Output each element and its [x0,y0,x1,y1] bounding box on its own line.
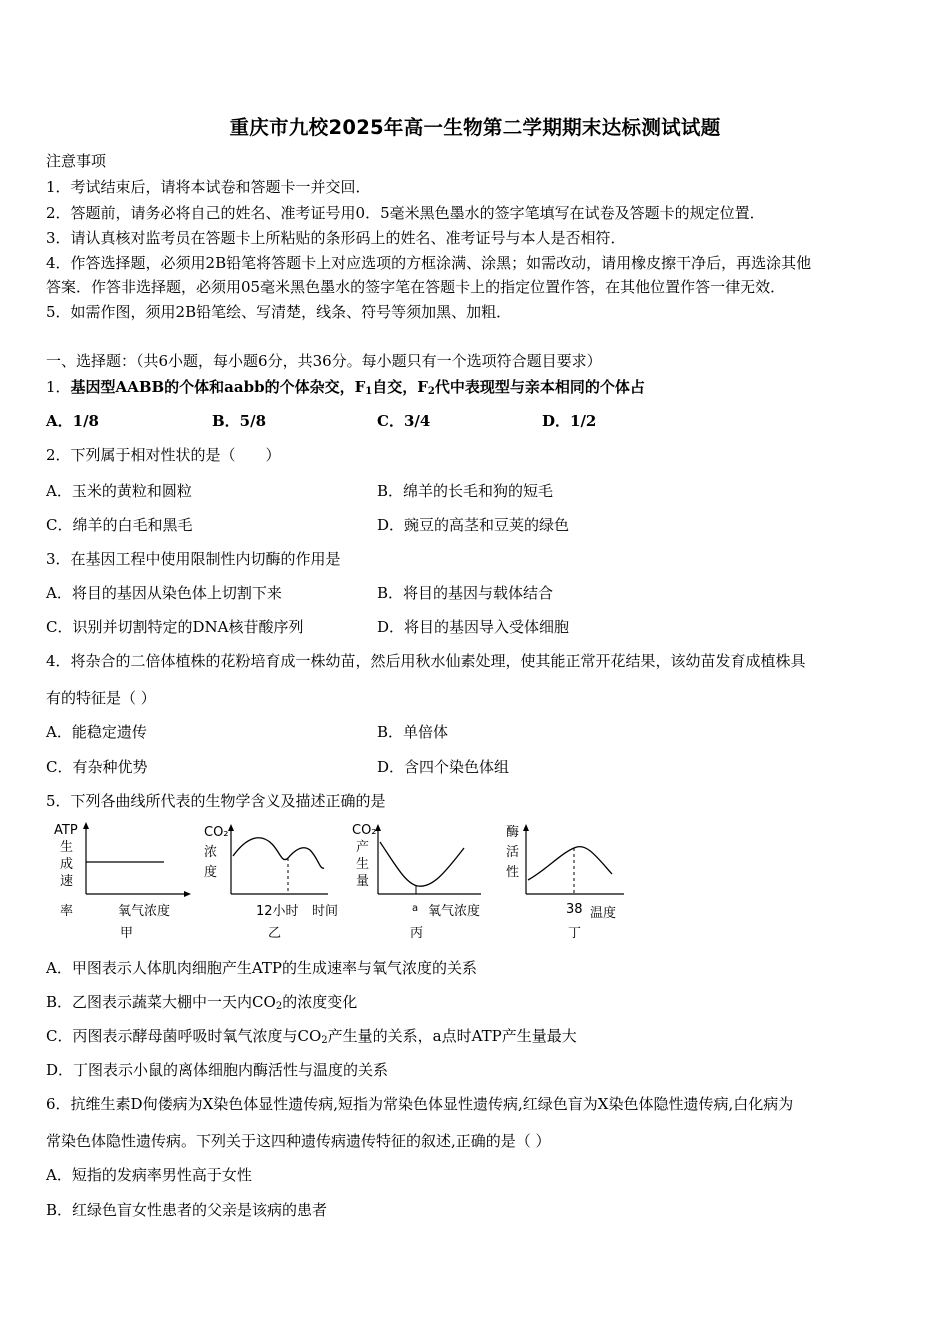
yi-name: 乙 [268,926,282,941]
jia-y-arrow [83,822,89,829]
q5-graphs-svg [46,818,646,948]
q1-option-a: A．1/8 [46,412,99,430]
ding-xtick: 38 [566,902,583,917]
question-4-stem-line2: 有的特征是（ ） [46,689,156,707]
q3-option-d: D．将目的基因导入受体细胞 [377,618,570,636]
q5-option-b-pre: B．乙图表示蔬菜大棚中一天内CO [46,993,276,1011]
graph-jia [54,822,191,941]
q3-option-a: A．将目的基因从染色体上切割下来 [46,584,282,602]
question-6-stem-line2: 常染色体隐性遗传病。下列关于这四种遗传病遗传特征的叙述,正确的是（ ） [46,1132,551,1150]
yi-xlabel: 时间 [312,904,339,919]
jia-x-arrow [184,891,191,897]
q4-option-b: B．单倍体 [377,723,449,741]
jia-ylabel-0: ATP [54,823,78,838]
q1-stem-c: 代中表现型与亲本相同的个体占 [434,378,645,396]
jia-ylabel-2: 成 [60,857,74,872]
q2-option-c: C．绵羊的白毛和黑毛 [46,516,193,534]
ding-ylabel-1: 活 [506,845,520,860]
yi-curve [233,838,324,868]
ding-xlabel: 温度 [590,906,617,921]
notice-heading: 注意事项 [46,152,107,170]
section-heading: 一、选择题：（共6小题，每小题6分，共36分。每小题只有一个选项符合题目要求） [46,352,602,370]
jia-ylabel-4: 率 [60,904,74,919]
question-1-stem [46,377,645,402]
question-3-stem: 3．在基因工程中使用限制性内切酶的作用是 [46,550,341,568]
q5-option-c-post: 产生量的关系，a点时ATP产生量最大 [327,1027,577,1045]
q6-option-a: A．短指的发病率男性高于女性 [46,1166,252,1184]
notice-item-1: 1．考试结束后，请将本试卷和答题卡一并交回． [46,178,371,196]
notice-item-5: 5．如需作图，须用2B铅笔绘、写清楚，线条、符号等须加黑、加粗． [46,303,512,321]
q1-sub-1: 1 [365,386,373,397]
q3-option-b: B．将目的基因与载体结合 [377,584,554,602]
jia-ylabel-1: 生 [60,840,74,855]
q4-option-c: C．有杂种优势 [46,758,148,776]
q1-option-b: B．5/8 [212,412,267,430]
ding-y-arrow [523,824,529,831]
bing-name: 丙 [410,926,424,941]
q5-option-d: D．丁图表示小鼠的离体细胞内酶活性与温度的关系 [46,1061,389,1079]
notice-item-4: 4．作答选择题，必须用2B铅笔将答题卡上对应选项的方框涂满、涂黑；如需改动，请用橡皮擦干净后，再选涂其他 [46,254,812,272]
q1-stem-b: 自交，F [372,378,428,396]
question-4-stem-line1: 4．将杂合的二倍体植株的花粉培育成一株幼苗，然后用秋水仙素处理，使其能正常开花结果，该幼苗发育成植株具 [46,652,806,670]
q1-num: 1． [46,378,71,396]
yi-ylabel-2: 度 [204,865,218,880]
bing-ylabel-0: CO₂ [352,823,377,838]
q5-option-c-sub: 2 [321,1035,328,1046]
q4-option-d: D．含四个染色体组 [377,758,510,776]
bing-xtick: a [412,903,419,914]
bing-xlabel: 氧气浓度 [428,904,481,919]
q2-option-a: A．玉米的黄粒和圆粒 [46,482,192,500]
q6-option-b: B．红绿色盲女性患者的父亲是该病的患者 [46,1201,328,1219]
yi-ylabel-1: 浓 [204,845,218,860]
page-title: 重庆市九校2025年高一生物第二学期期末达标测试试题 [229,116,721,139]
q2-option-d: D．豌豆的高茎和豆荚的绿色 [377,516,570,534]
q5-option-b-post: 的浓度变化 [282,993,358,1011]
q1-option-d: D．1/2 [542,412,597,430]
bing-ylabel-2: 生 [356,857,370,872]
graph-yi [204,824,338,941]
question-6-stem-line1: 6．抗维生素D佝偻病为X染色体显性遗传病,短指为常染色体显性遗传病,红绿色盲为X染色体隐性遗传病,白化病为 [46,1095,794,1113]
jia-xlabel: 氧气浓度 [118,904,171,919]
q5-graphs [46,818,646,948]
ding-curve [528,847,612,880]
question-5-stem: 5．下列各曲线所代表的生物学含义及描述正确的是 [46,792,386,810]
bing-ylabel-1: 产 [356,840,370,855]
notice-item-2: 2．答题前，请务必将自己的姓名、准考证号用0．5毫米黑色墨水的签字笔填写在试卷及答题卡的规定位置． [46,204,765,222]
notice-item-3: 3．请认真核对监考员在答题卡上所粘贴的条形码上的姓名、准考证号与本人是否相符． [46,229,626,247]
bing-curve [380,842,464,886]
q5-option-b-sub: 2 [275,1001,283,1012]
yi-xtick: 12小时 [256,904,299,919]
q5-option-c-pre: C．丙图表示酵母菌呼吸时氧气浓度与CO [46,1027,322,1045]
ding-ylabel-0: 酶 [506,825,520,840]
jia-ylabel-3: 速 [60,874,74,889]
q1-sub-2: 2 [427,386,435,397]
q5-option-c [46,1026,577,1051]
q1-option-c: C．3/4 [377,412,431,430]
question-2-stem: 2．下列属于相对性状的是（ ） [46,446,281,464]
q4-option-a: A．能稳定遗传 [46,723,147,741]
q5-option-b [46,992,357,1017]
ding-ylabel-2: 性 [506,865,520,880]
q3-option-c: C．识别并切割特定的DNA核苷酸序列 [46,618,304,636]
bing-ylabel-3: 量 [356,874,370,889]
yi-y-arrow [228,824,234,831]
jia-name: 甲 [120,926,134,941]
q5-option-a: A．甲图表示人体肌肉细胞产生ATP的生成速率与氧气浓度的关系 [46,959,477,977]
graph-bing [352,823,481,941]
notice-item-4-cont: 答案．作答非选择题，必须用05毫米黑色墨水的签字笔在答题卡上的指定位置作答，在其他位置作答一律无效． [46,278,786,296]
ding-name: 丁 [568,926,582,941]
q2-option-b: B．绵羊的长毛和狗的短毛 [377,482,554,500]
graph-ding [506,824,624,941]
q1-stem-a: 基因型AABB的个体和aabb的个体杂交，F [70,378,366,396]
yi-ylabel-0: CO₂ [204,825,229,840]
